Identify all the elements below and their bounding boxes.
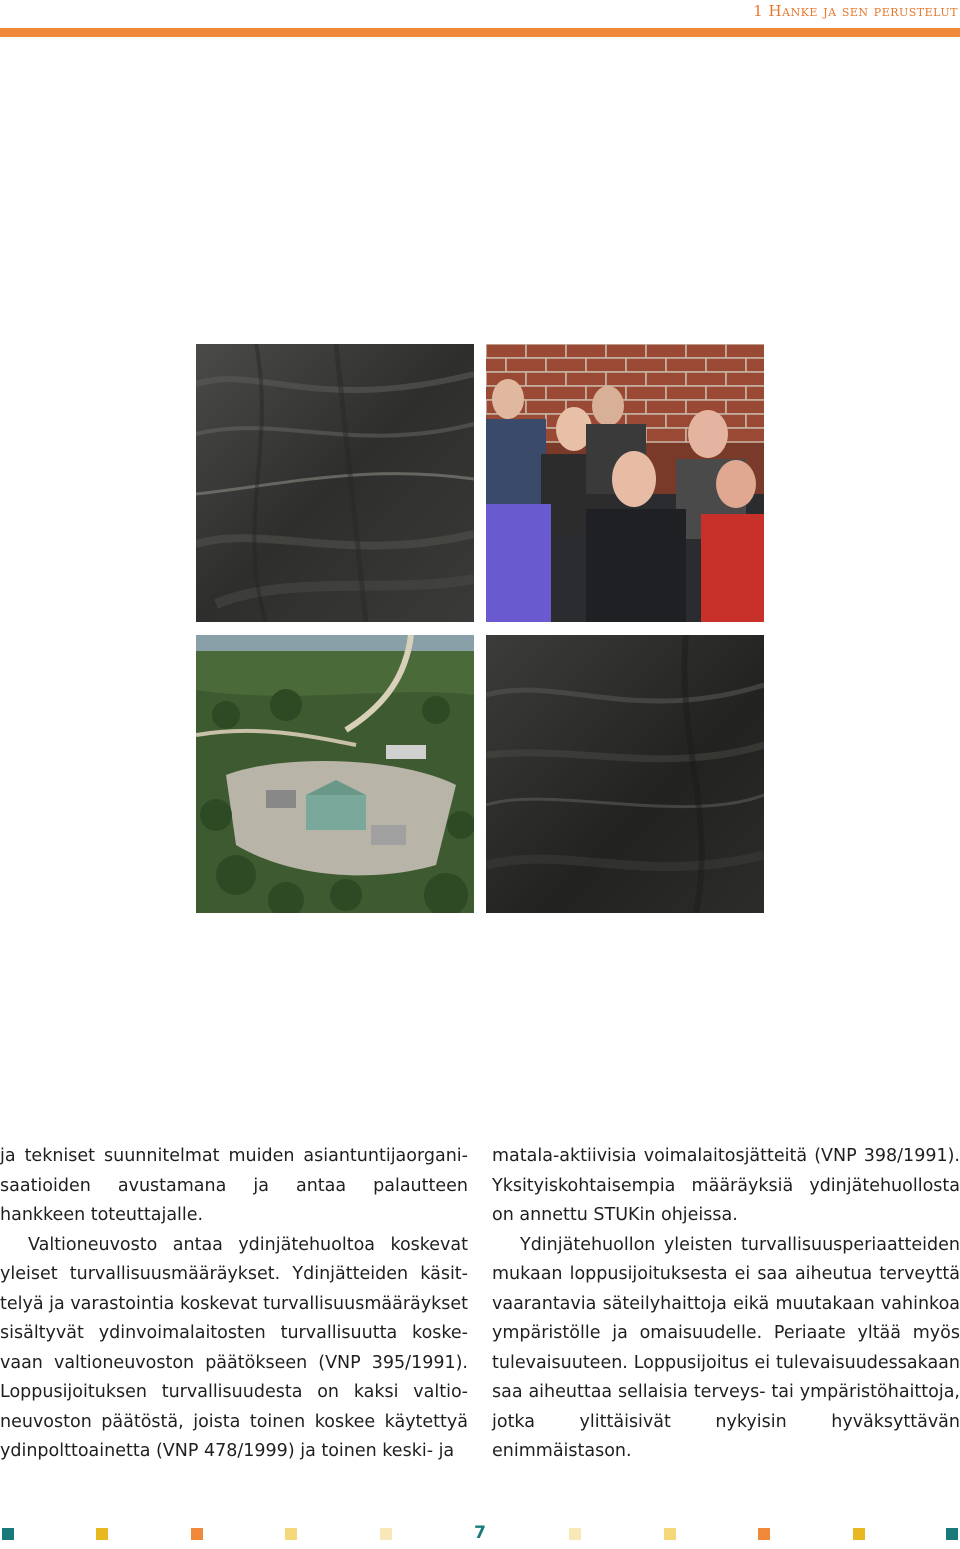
people-audience-image bbox=[486, 344, 764, 622]
page-number: 7 bbox=[474, 1523, 486, 1543]
rock-wall-photo bbox=[196, 344, 474, 622]
header-rule bbox=[0, 28, 960, 37]
rock-tunnel-photo bbox=[486, 635, 764, 913]
aerial-facility-image bbox=[196, 635, 474, 913]
footer-square-orange bbox=[758, 1528, 770, 1540]
footer-square-orange bbox=[191, 1528, 203, 1540]
rock-surface-image bbox=[196, 344, 474, 622]
footer-square-yellow bbox=[664, 1528, 676, 1540]
paragraph: ja tekniset suunnitelmat muiden asiantuntijaorganisaatioiden avustamana ja antaa palautteen hankkeen toteuttajalle. bbox=[0, 1146, 468, 1225]
rock-surface-image bbox=[486, 635, 764, 913]
footer-square-gold bbox=[96, 1528, 108, 1540]
aerial-site-photo bbox=[196, 635, 474, 913]
paragraph: Valtioneuvosto antaa ydinjätehuoltoa koskevat yleiset turvallisuusmääräykset. Ydinjätteiden käsittelyä ja varastointia koskevat turvallisuusmääräykset sisältyvät ydinvoimalaitosten turvallisuutta koskevaan valtioneuvoston päätökseen (VNP 395/1991). Loppusijoituksen turvallisuudesta on kaksi valtioneuvoston päätöstä, joista toinen koskee käytettyä ydinpolttoainetta (VNP 478/1999) ja toinen keski- ja bbox=[0, 1234, 468, 1461]
paragraph: Ydinjätehuollon yleisten turvallisuusperiaatteiden mukaan loppusijoituksesta ei saa aiheutua terveyttä vaarantavia säteilyhaittoja eikä muutakaan vahinkoa ympäristölle ja omaisuudelle. Periaate yltää myös tulevaisuuteen. Loppusijoitus ei tulevaisuudessakaan saa aiheuttaa sellaisia terveys- tai ympäristöhaittoja, jotka ylittäisivät nykyisin hyväksyttävän enimmäistason. bbox=[492, 1234, 960, 1461]
audience-photo bbox=[486, 344, 764, 622]
footer-square-teal bbox=[2, 1528, 14, 1540]
running-header: 1 Hanke ja sen perustelut bbox=[753, 2, 958, 20]
paragraph: matala-aktiivisia voimalaitosjätteitä (VNP 398/1991). Yksityiskohtaisempia määräyksiä ydinjätehuollosta on annettu STUKin ohjeissa. bbox=[492, 1146, 960, 1225]
body-column-right bbox=[492, 1142, 960, 1467]
footer-square-cream bbox=[380, 1528, 392, 1540]
footer-square-teal bbox=[946, 1528, 958, 1540]
footer-square-gold bbox=[853, 1528, 865, 1540]
footer-square-cream bbox=[569, 1528, 581, 1540]
footer-square-yellow bbox=[285, 1528, 297, 1540]
body-column-left bbox=[0, 1142, 468, 1467]
